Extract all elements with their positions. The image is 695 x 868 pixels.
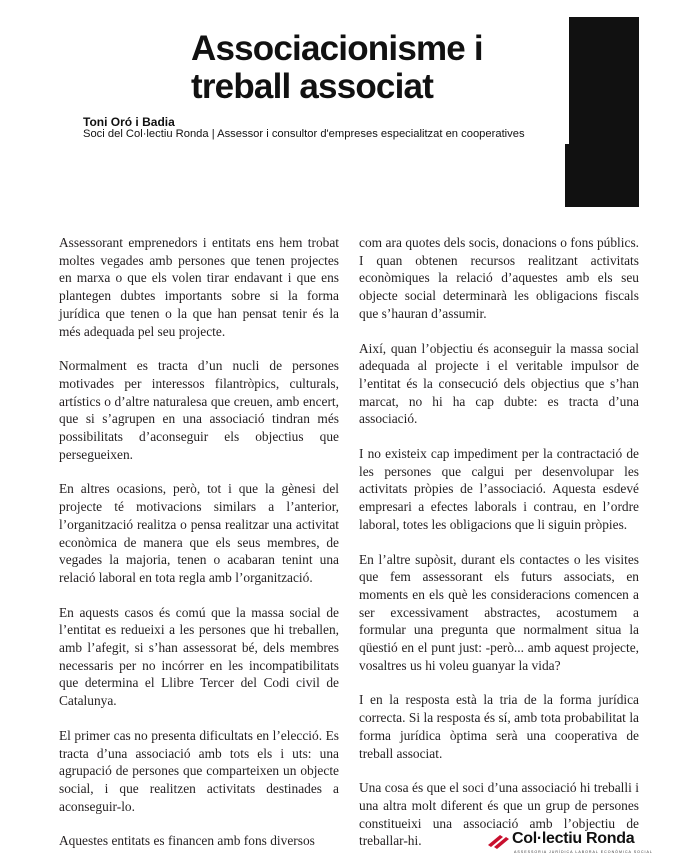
paragraph: Assessorant emprenedors i entitats ens hem trobat moltes vegades amb persones que tenen projectes en marxa o que els volen tirar endavant i que ens plantegen dubtes importants sobre si la forma jurídica que tenen o la que han pensat tenir és la més adequada pel seu projecte. xyxy=(59,235,339,339)
paragraph: En altres ocasions, però, tot i que la gènesi del projecte té motivacions similars a l’anterior, l’organització realitza o pensa realitzar una activitat econòmica de manera que els seus membres, de vegades la majoria, tenen o acabaran tenint una relació laboral en tota regla amb l’organització. xyxy=(59,481,339,585)
title-line-2: treball associat xyxy=(191,67,434,106)
paragraph: El primer cas no presenta dificultats en l’elecció. Es tracta d’una associació amb tots els i uts: una agrupació de persones que comparteixen un objecte social, i que realitzen activitats destinades a aconseguir-lo. xyxy=(59,727,339,814)
colectiu-ronda-logo-icon xyxy=(486,831,510,851)
title-line-1: Associacionisme i xyxy=(191,29,483,68)
author-role: Soci del Col·lectiu Ronda | Assessor i consultor d'empreses especialitzat en cooperatives xyxy=(83,128,525,140)
paragraph: Aquestes entitats es financen amb fons diversos xyxy=(59,833,315,849)
author-name: Toni Oró i Badia xyxy=(83,115,175,129)
logo-name: Col·lectiu Ronda xyxy=(512,830,635,847)
right-column xyxy=(359,234,639,867)
header-black-bar xyxy=(565,17,639,207)
paragraph: I no existeix cap impediment per la contractació de les persones que calgui per desenvolupar les activitats pròpies de l’associació. Aquesta esdevé empresari a efectes laborals i contrau, en l’ordre laboral, totes les obligacions que li siguin pròpies. xyxy=(359,446,639,532)
paragraph: Així, quan l’objectiu és aconseguir la massa social adequada al projecte i el veritable impulsor de l’entitat és la consecució dels objectius que s’han marcat, no hi ha cap dubte: es tracta d’una associació. xyxy=(359,340,639,427)
article-title xyxy=(191,30,483,106)
paragraph: En aquests casos és comú que la massa social de l’entitat es redueixi a les persones que hi treballen, amb l’afegit, si s’han assessorat bé, dels membres necessaris per no incórrer en les incompatibilitats que determina el Llibre Tercer del Codi civil de Catalunya. xyxy=(59,604,339,709)
paragraph: Normalment es tracta d’un nucli de persones motivades per interessos filantròpics, culturals, artístics o d’altre naturalesa que creuen, amb encert, que si s’agrupen en una associació tindran més possibilitats d’aconseguir els objectius que persegueixen. xyxy=(59,358,339,462)
paragraph: En l’altre supòsit, durant els contactes o les visites que fem assessorant els futurs associats, en moments en els què les consideracions comencen a ser excessivament abstractes, acostumem a formular una pregunta que normalment situa la qüestió en el punt just: -però... amb aquest projecte, vosaltres us hi voleu guanyar la vida? xyxy=(359,551,639,673)
paragraph: com ara quotes dels socis, donacions o fons públics. I quan obtenen recursos realitzant activitats econòmiques la relació d’aquestes amb els seu objecte social determinarà les obligacions fiscals que s’hauran d’assumir. xyxy=(359,235,639,321)
left-column xyxy=(59,234,339,867)
paragraph: Una cosa és que el soci d’una associació hi treballi i una altra molt diferent és que un grup de persones constitueixi una associació amb l’objectiu de treballar-hi. xyxy=(359,780,639,849)
logo-tagline: ASSESSORIA JURÍDICA LABORAL ECONÒMICA SOCIAL xyxy=(514,850,653,854)
footer-logo xyxy=(486,830,653,862)
paragraph: I en la resposta està la tria de la forma jurídica correcta. Si la resposta és sí, amb tota probabilitat la forma jurídica òptima serà una cooperativa de treball associat. xyxy=(359,692,639,761)
